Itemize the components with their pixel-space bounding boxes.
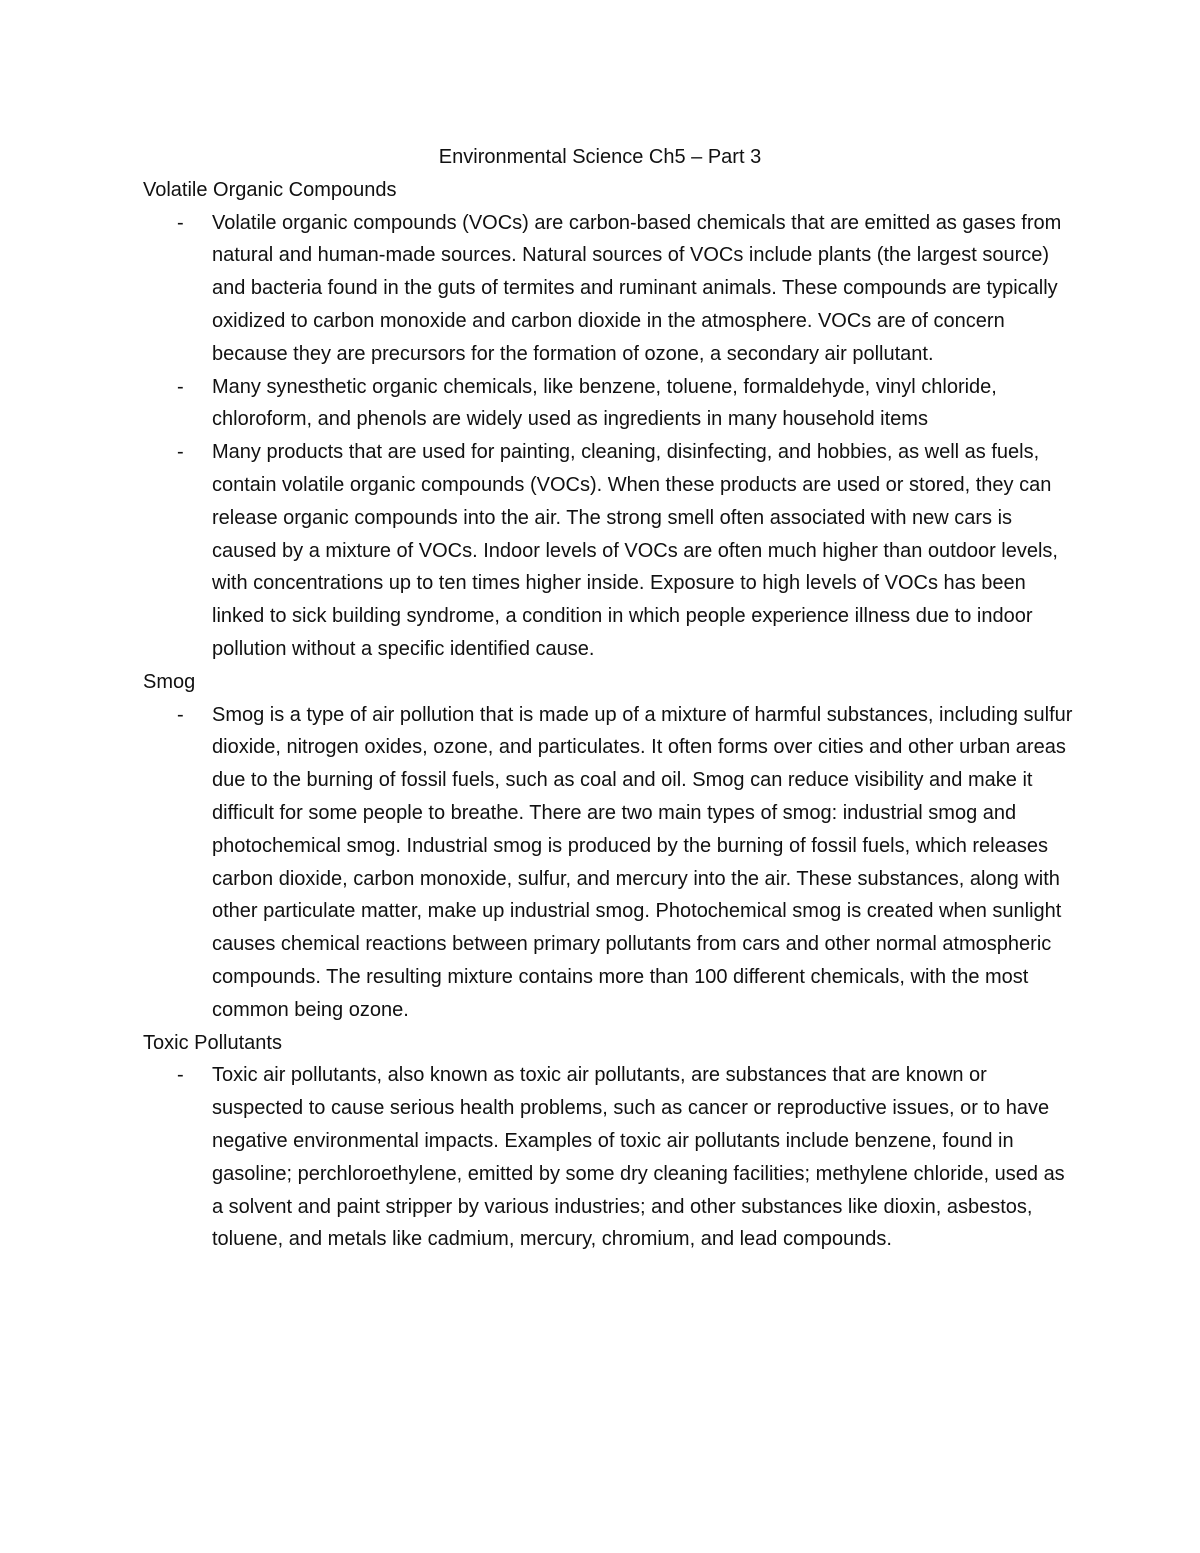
bullet-dash: - <box>177 441 184 464</box>
bullet-dash: - <box>177 1064 184 1087</box>
bullet-item <box>143 371 1073 437</box>
bullet-item <box>143 436 1073 666</box>
bullet-item <box>143 207 1073 371</box>
bullet-text: Many products that are used for painting, cleaning, disinfecting, and hobbies, as well as fuels, contain volatile organic compounds (VOCs). When these products are used or stored, they can release organic compounds into the air. The strong smell often associated with new cars is caused by a mixture of VOCs. Indoor levels of VOCs are often much higher than outdoor levels, with concentrations up to ten times higher inside. Exposure to high levels of VOCs has been linked to sick building syndrome, a condition in which people experience illness due to indoor pollution without a specific identified cause. <box>212 441 1058 660</box>
bullet-item <box>143 1059 1073 1256</box>
section-heading-toxic-pollutants: Toxic Pollutants <box>143 1031 282 1054</box>
section-heading-smog: Smog <box>143 670 196 693</box>
bullet-text: Toxic air pollutants, also known as toxic air pollutants, are substances that are known or suspected to cause serious health problems, such as cancer or reproductive issues, or to have negative environmental impacts. Examples of toxic air pollutants include benzene, found in gasoline; perchloroethylene, emitted by some dry cleaning facilities; methylene chloride, used as a solvent and paint stripper by various industries; and other substances like dioxin, asbestos, toluene, and metals like cadmium, mercury, chromium, and lead compounds. <box>212 1064 1065 1251</box>
document-body <box>143 141 1073 1256</box>
bullet-list-volatile-organic-compounds <box>143 207 1073 666</box>
section-heading-volatile-organic-compounds: Volatile Organic Compounds <box>143 178 397 201</box>
bullet-dash: - <box>177 375 184 398</box>
document-title: Environmental Science Ch5 – Part 3 <box>438 146 762 168</box>
bullet-dash: - <box>177 703 184 726</box>
bullet-text: Many synesthetic organic chemicals, like benzene, toluene, formaldehyde, vinyl chloride, chloroform, and phenols are widely used as ingredients in many household items <box>212 375 997 431</box>
bullet-text: Smog is a type of air pollution that is made up of a mixture of harmful substances, including sulfur dioxide, nitrogen oxides, ozone, and particulates. It often forms over cities and other urban areas due to the burning of fossil fuels, such as coal and oil. Smog can reduce visibility and make it difficult for some people to breathe. There are two main types of smog: industrial smog and photochemical smog. Industrial smog is produced by the burning of fossil fuels, which releases carbon dioxide, carbon monoxide, sulfur, and mercury into the air. These substances, along with other particulate matter, make up industrial smog. Photochemical smog is created when sunlight causes chemical reactions between primary pollutants from cars and other normal atmospheric compounds. The resulting mixture contains more than 100 different chemicals, with the most common being ozone. <box>212 703 1073 1021</box>
bullet-text: Volatile organic compounds (VOCs) are carbon-based chemicals that are emitted as gases from natural and human-made sources. Natural sources of VOCs include plants (the largest source) and bacteria found in the guts of termites and ruminant animals. These compounds are typically oxidized to carbon monoxide and carbon dioxide in the atmosphere. VOCs are of concern because they are precursors for the formation of ozone, a secondary air pollutant. <box>212 211 1062 365</box>
bullet-dash: - <box>177 211 184 234</box>
bullet-list-toxic-pollutants <box>143 1059 1073 1256</box>
bullet-item <box>143 699 1073 1027</box>
bullet-list-smog <box>143 699 1073 1027</box>
